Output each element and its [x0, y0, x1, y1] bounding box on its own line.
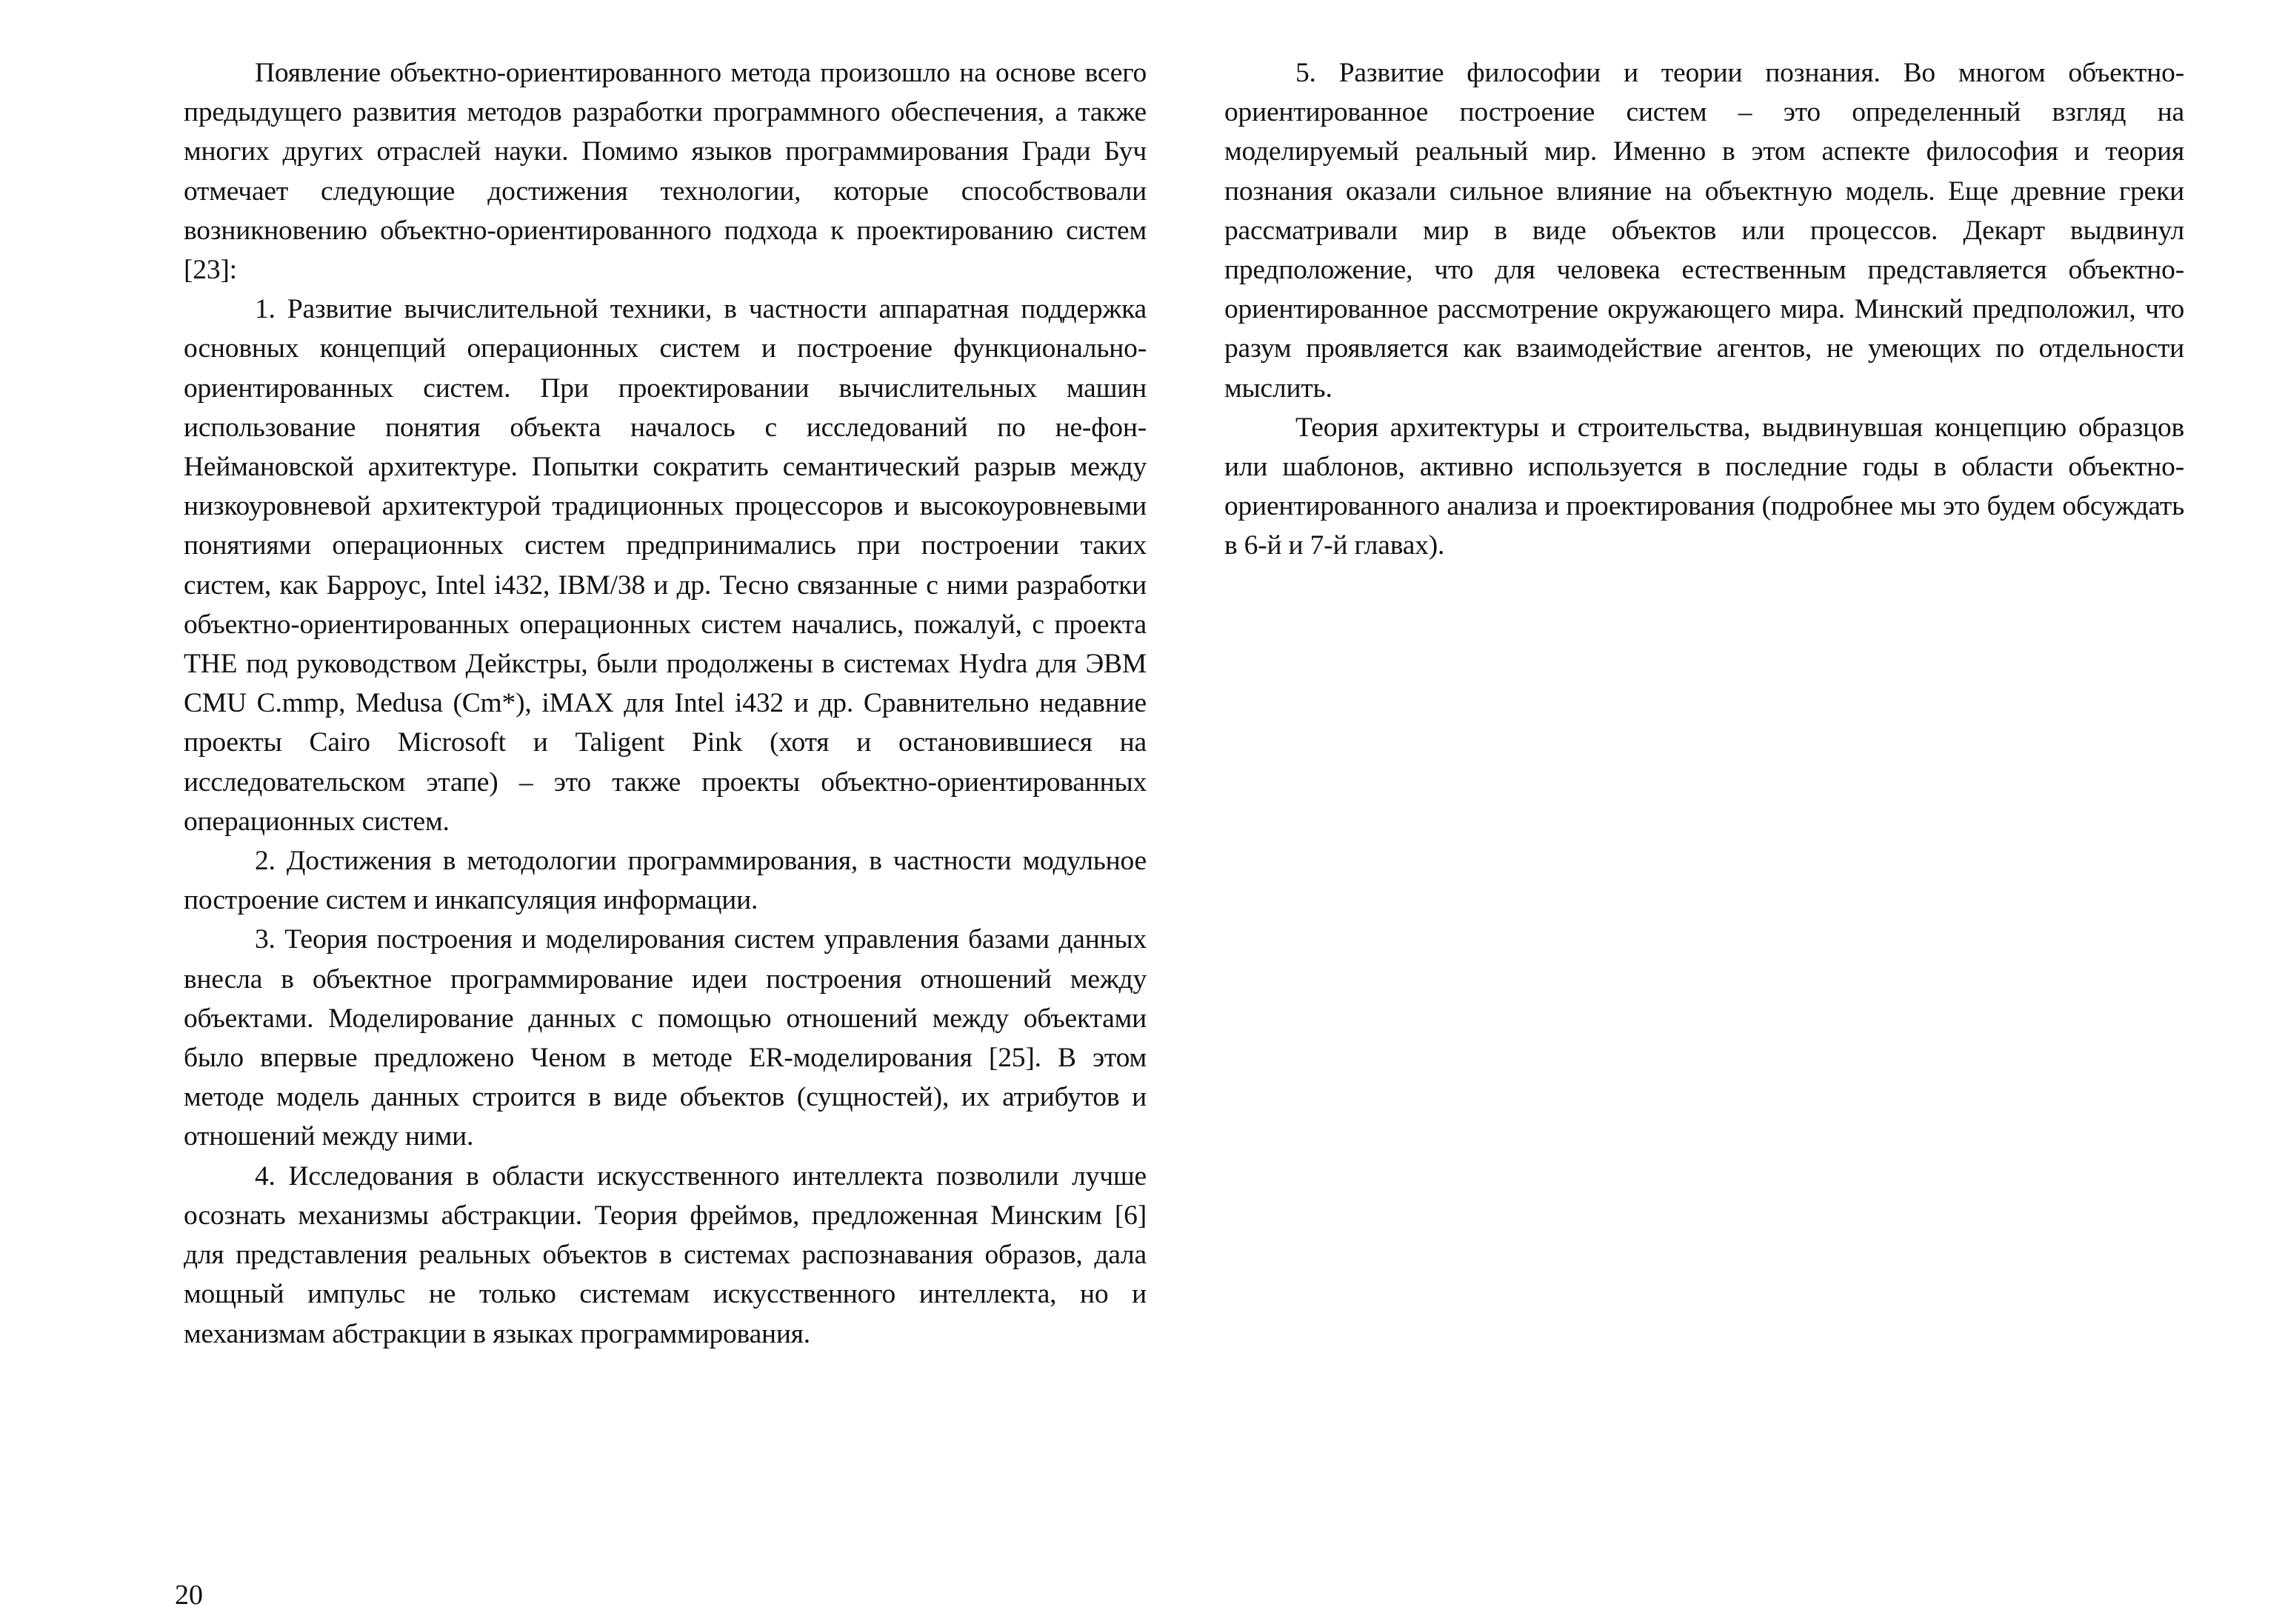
list-item-4-number: 4. [255, 1160, 276, 1192]
closing-paragraph: Теория архитектуры и строительства, выдвинувшая концепцию образцов или шаблонов, активно используется в последние годы в области объектно-ориентированного анализа и проектирования (подробнее мы это будем обсуждать в 6-й и 7-й главах). [1224, 412, 2184, 561]
list-item-5-text: Развитие философии и теории познания. Во многом объектно-ориентированное построение систем – это определенный взгляд на моделируемый реальный мир. Именно в этом аспекте философия и теория познания оказали сильное влияние на объектную модель. Еще древние греки рассматривали мир в виде объектов или процессов. Декарт выдвинул предположение, что для человека естественным представляется объектно-ориентированное рассмотрение окружающего мира. Минский предположил, что разум проявляется как взаимодействие агентов, не умеющих по отдельности мыслить. [1224, 58, 2184, 404]
list-item-2-number: 2. [255, 846, 276, 877]
list-item-4 [184, 1157, 1147, 1354]
list-item-5 [1224, 53, 2184, 408]
list-item-1-number: 1. [255, 294, 276, 325]
left-page-column [184, 53, 1147, 1354]
list-item-3-number: 3. [255, 924, 276, 955]
list-item-5-number: 5. [1295, 58, 1316, 88]
intro-paragraph: Появление объектно-ориентированного метода произошло на основе всего предыдущего развития методов разработки программного обеспечения, а также многих других отраслей науки. Помимо языков программирования Гради Буч отмечает следующие достижения технологии, которые способствовали возникновению объектно-ориентированного подхода к проектированию систем [23]: [184, 58, 1147, 286]
right-page-column [1224, 53, 2184, 566]
list-item-3-text: Теория построения и моделирования систем управления базами данных внесла в объектное программирование идеи построения отношений между объектами. Моделирование данных с помощью отношений между объектами было впервые предложено Ченом в методе ER-моделирования [25]. В этом методе модель данных строится в виде объектов (сущностей), их атрибутов и отношений между ними. [184, 924, 1147, 1152]
page-number: 20 [175, 1580, 203, 1611]
list-item-4-text: Исследования в области искусственного интеллекта позволили лучше осознать механизмы абстракции. Теория фреймов, предложенная Минским [6] для представления реальных объектов в системах распознавания образов, дала мощный импульс не только системам искусственного интеллекта, но и механизмам абстракции в языках программирования. [184, 1160, 1147, 1349]
list-item-2 [184, 841, 1147, 920]
list-item-1-text: Развитие вычислительной техники, в частности аппаратная поддержка основных концепций операционных систем и построение функционально-ориентированных систем. При проектировании вычислительных машин использование понятия объекта началось с исследований по не-фон-Неймановской архитектуре. Попытки сократить семантический разрыв между низкоуровневой архитектурой традиционных процессоров и высокоуровневыми понятиями операционных систем предпринимались при построении таких систем, как Барроус, Intel i432, IBM/38 и др. Тесно связанные с ними разработки объектно-ориентированных операционных систем начались, пожалуй, с проекта THE под руководством Дейкстры, были продолжены в системах Hydra для ЭВМ CMU C.mmp, Medusa (Cm*), iMAX для Intel i432 и др. Сравнительно недавние проекты Cairo Microsoft и Taligent Pink (хотя и остановившиеся на исследовательском этапе) – это также проекты объектно-ориентированных операционных систем. [184, 294, 1147, 837]
list-item-1 [184, 290, 1147, 841]
list-item-3 [184, 920, 1147, 1156]
list-item-2-text: Достижения в методологии программирования, в частности модульное построение систем и инкапсуляция информации. [184, 846, 1147, 916]
